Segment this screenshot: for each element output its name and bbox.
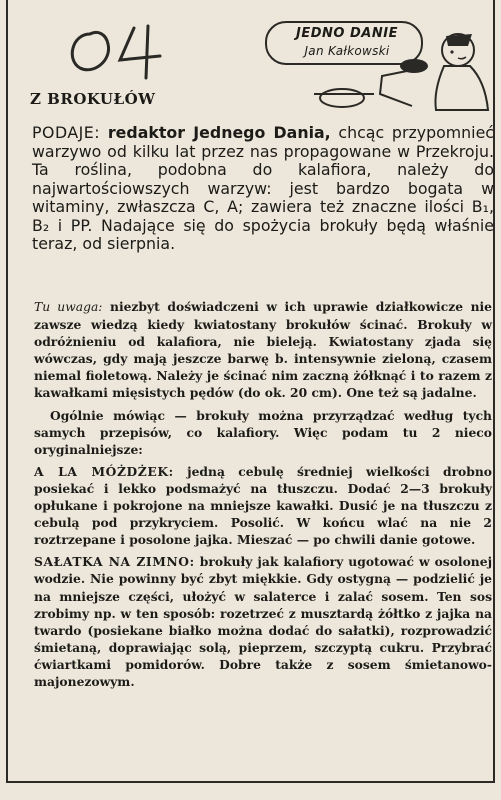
frame-left-rule — [6, 0, 8, 782]
handwritten-mark — [62, 20, 172, 80]
lead-author-phrase: redaktor Jednego Dania, — [107, 123, 331, 142]
general-paragraph: Ogólnie mówiąc — brokuły można przyrządzać według tych samych przepisów, co kalafiory. Więc podam tu 2 nieco oryginalniejsze: — [34, 407, 492, 457]
recipe-text: brokuły jak kalafiory ugotować w osolonej wodzie. Nie powinny być zbyt miękkie. Gdy ostygną — podzielić je na mniejsze części, ułożyć w salaterce i zalać sosem. Ten sos zrobimy np. w ten sposób: rozetrzeć z musztardą żółtko z jajka na twardo (posiekane białko można dodać do sałatki), rozprowadzić śmietaną, doprawiając solą, pieprzem, szczyptą cukru. Przybrać ćwiartkami pomidorów. Dobre także z sosem śmietanowo-majonezowym. — [34, 554, 493, 689]
lead-opener: PODAJE: — [32, 123, 101, 142]
recipe-name: A LA MÓŻDŻEK: — [34, 463, 174, 479]
note-label: Tu uwaga: — [34, 300, 103, 314]
lead-paragraph — [32, 124, 494, 254]
column-badge-title: JEDNO DANIE — [296, 26, 398, 41]
lead-text: chcąc przypomnieć warzywo od kilku lat przez nas propagowane w Przekroju. Ta roślina, podobna do kalafiora, należy do najwartościowszych warzyw: jest bardzo bogata w witaminy, zwłaszcza C, A; zawiera też znaczne ilości B₁, B₂ i PP. Nadające się do spożycia brokuły będą właśnie teraz, od sierpnia. — [32, 123, 494, 253]
note-paragraph — [34, 298, 492, 402]
note-text: niezbyt doświadczeni w ich uprawie działkowicze nie zawsze wiedzą kiedy kwiatostany brokułów ścinać. Brokuły w odróżnieniu od kalafiora, nie bieleją. Kwiatostany zjada się wówczas, gdy mają jeszcze barwę b. intensywnie zieloną, czasem niemal fioletową. Należy je ścinać nim zaczną żółknąć i to razem z kawałkami mięsistych pędów (do ok. 20 cm). One też są jadalne. — [34, 299, 493, 401]
recipe-text: jedną cebulę średniej wielkości drobno posiekać i lekko podsmażyć na tłuszczu. Dodać 2—3 brokuły opłukane i pokrojone na mniejsze kawałki. Dusić je na tłuszczu z cebulą pod przykryciem. Posolić. W końcu wlać na nie 2 roztrzepane i posolone jajka. Mieszać — po chwili danie gotowe. — [34, 463, 492, 548]
recipe-paragraph — [34, 463, 492, 548]
frame-bottom-rule — [6, 781, 495, 783]
article-body — [34, 298, 492, 695]
article-heading: Z BROKUŁÓW — [30, 90, 156, 108]
column-badge-author: Jan Kałkowski — [304, 44, 390, 58]
recipe-name: SAŁATKA NA ZIMNO: — [34, 554, 195, 570]
recipe-paragraph — [34, 553, 492, 690]
frame-right-rule — [493, 0, 495, 782]
